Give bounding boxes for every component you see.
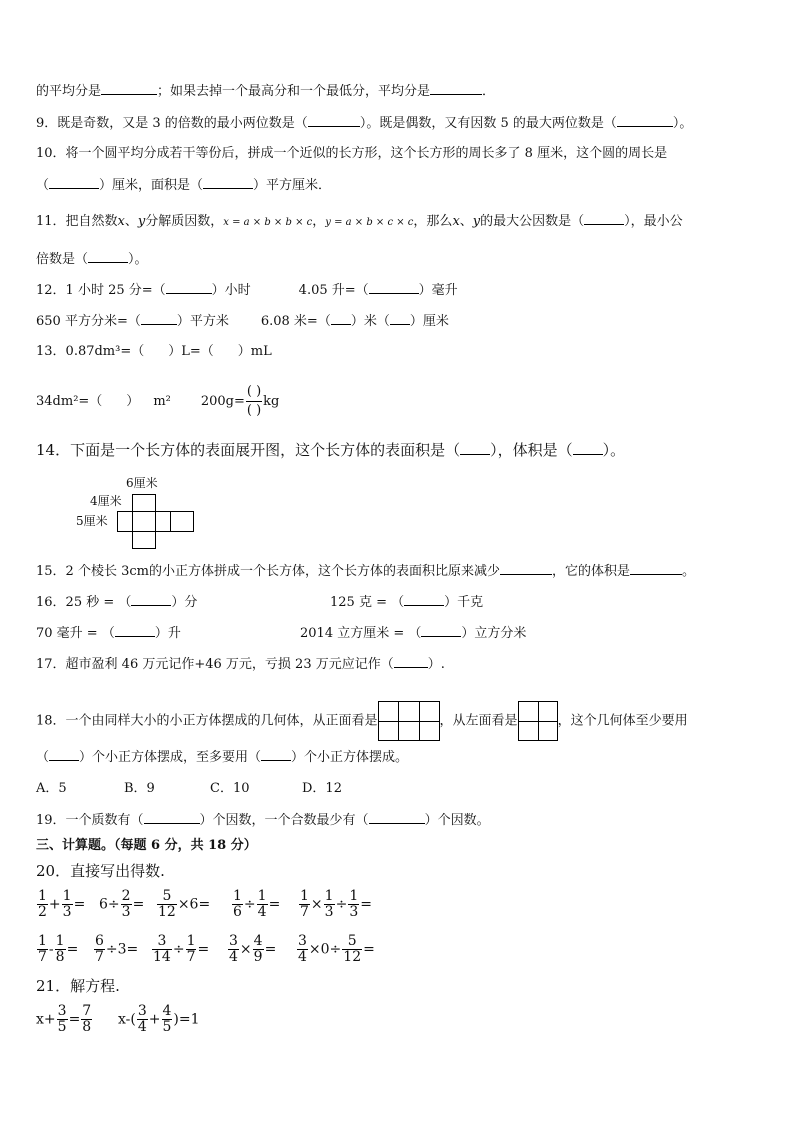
front-view-figure	[378, 701, 440, 741]
answer-blank[interactable]	[460, 442, 490, 455]
text: ，	[312, 214, 326, 229]
fraction-answer[interactable]	[246, 383, 262, 420]
text: 15．2 个棱长 3cm的小正方体拼成一个长方体，这个长方体的表面积比原来减少	[36, 564, 500, 579]
text: m²	[153, 394, 171, 409]
text: kg	[263, 394, 280, 409]
question-20-title: 20．直接写出得数.	[36, 862, 165, 880]
equation-1: x+ $\frac{3}{5}$ = $\frac{7}{8}$	[36, 1003, 92, 1035]
text: 。	[681, 564, 695, 579]
text: 9．既是奇数，又是 3 的倍数的最小两位数是（	[36, 116, 308, 131]
text: 2014 立方厘米 = （	[300, 626, 422, 641]
calc-item: $\frac{5}{12}$ ×6=	[158, 888, 211, 920]
question-11-line1	[36, 212, 683, 232]
answer-blank[interactable]	[101, 82, 157, 95]
question-18-line2	[36, 748, 408, 767]
question-10-line2	[36, 176, 331, 195]
text: 6.08 米=（	[260, 314, 331, 329]
question-13-line2	[36, 382, 279, 422]
text: ）	[126, 394, 140, 409]
question-14	[36, 441, 625, 459]
answer-blank[interactable]	[390, 312, 410, 325]
question-8-tail	[36, 82, 495, 101]
text: ）.	[427, 657, 445, 672]
text: ，从左面看是	[439, 713, 518, 729]
text: 14．下面是一个长方体的表面展开图，这个长方体的表面积是（	[36, 441, 461, 459]
text: ）。	[672, 116, 693, 131]
answer-blank[interactable]	[369, 811, 425, 824]
option-b[interactable]: B．9	[124, 781, 155, 796]
text: 34dm²=（	[36, 394, 103, 409]
text: 17．超市盈利 46 万元记作+46 万元，亏损 23 万元应记作（	[36, 657, 394, 672]
answer-blank[interactable]	[88, 250, 128, 263]
calc-item: $\frac{3}{14}$ ÷ $\frac{1}{7}$ =	[153, 933, 210, 965]
question-21-title: 21．解方程.	[36, 977, 120, 995]
text: 13．0.87dm³=（	[36, 344, 145, 359]
net-face	[155, 511, 171, 532]
text: 16．25 秒 = （	[36, 595, 132, 610]
text: 19．一个质数有（	[36, 813, 144, 828]
formula-x: x = a × b × b × c	[223, 217, 313, 228]
question-17	[36, 655, 445, 674]
text: ）分	[171, 595, 198, 610]
text: 倍数是（	[36, 252, 89, 267]
text: ；如果去掉一个最高分和一个最低分，平均分是	[157, 84, 431, 99]
variable-y: y	[137, 214, 146, 229]
text: ．	[482, 84, 496, 99]
answer-blank[interactable]	[421, 624, 461, 637]
label-4cm: 4厘米	[90, 494, 122, 508]
text: ）个小正方体摆成。	[291, 750, 409, 765]
question-11-line2	[36, 250, 148, 269]
text: 12．1 小时 25 分=（	[36, 283, 166, 298]
calc-item: $\frac{1}{7}$ - $\frac{1}{8}$ =	[38, 933, 79, 965]
text: ）千克	[444, 595, 484, 610]
net-face	[132, 494, 156, 512]
question-16-line1-right	[330, 593, 483, 612]
text: 70 毫升 = （	[36, 626, 115, 641]
calc-item: $\frac{6}{7}$ ÷3=	[95, 933, 139, 965]
text: ，它的体积是	[551, 564, 630, 579]
denominator: ( )	[246, 403, 262, 418]
answer-blank[interactable]	[308, 114, 360, 127]
text: ）。既是偶数，又有因数 5 的最大两位数是（	[359, 116, 617, 131]
text: ）。	[128, 252, 148, 267]
question-18-options	[36, 780, 342, 798]
option-a[interactable]: A．5	[36, 781, 67, 796]
answer-blank[interactable]	[261, 748, 291, 761]
text: ）L=（	[168, 344, 214, 359]
text: ，那么	[413, 214, 453, 229]
text: ）。	[602, 441, 626, 459]
text: 分解质因数，	[145, 214, 224, 229]
left-view-figure	[518, 701, 558, 741]
label-6cm: 6厘米	[126, 476, 158, 490]
answer-blank[interactable]	[49, 176, 99, 189]
answer-blank[interactable]	[144, 811, 200, 824]
question-9	[36, 114, 692, 133]
numerator: ( )	[246, 383, 262, 402]
text: 650 平方分米=（	[36, 314, 141, 329]
variable-y: y	[472, 214, 481, 229]
calc-item: $\frac{1}{2}$ + $\frac{1}{3}$ =	[38, 888, 86, 920]
calc-item: $\frac{3}{4}$ ×0÷ $\frac{5}{12}$ =	[298, 933, 375, 965]
variable-x: x	[452, 214, 460, 229]
answer-blank[interactable]	[617, 114, 673, 127]
answer-blank[interactable]	[141, 312, 177, 325]
answer-blank[interactable]	[49, 748, 79, 761]
question-15	[36, 562, 695, 581]
question-16-line2	[36, 624, 181, 643]
text: 的最大公因数是（	[480, 214, 585, 229]
question-13-line1	[36, 343, 272, 361]
text: ）平方厘米．	[253, 178, 332, 193]
question-19	[36, 811, 490, 830]
question-16-line1	[36, 593, 197, 612]
text: ）个因数。	[424, 813, 490, 828]
text: 11．把自然数	[36, 214, 118, 229]
text: ）毫升	[418, 283, 458, 298]
answer-blank[interactable]	[166, 281, 212, 294]
text: ），最小公	[624, 214, 683, 229]
answer-blank[interactable]	[404, 593, 444, 606]
text: ）厘米，面积是（	[99, 178, 204, 193]
equation-2: x-( $\frac{3}{4}$ + $\frac{4}{5}$ )=1	[118, 1003, 200, 1035]
answer-blank[interactable]	[430, 82, 482, 95]
option-c[interactable]: C．10	[210, 781, 250, 796]
calc-item: $\frac{1}{6}$ ÷ $\frac{1}{4}$ =	[233, 888, 281, 920]
text: 18．一个由同样大小的小正方体摆成的几何体，从正面看是	[36, 713, 378, 729]
answer-blank[interactable]	[394, 655, 428, 668]
option-d[interactable]: D．12	[302, 781, 342, 796]
calc-item: $\frac{1}{7}$ × $\frac{1}{3}$ ÷ $\frac{1}{3}$ =	[300, 888, 372, 920]
text: ）平方米	[176, 314, 229, 329]
answer-blank[interactable]	[630, 562, 682, 575]
text: ）mL	[237, 344, 272, 359]
text: ）个因数，一个合数最少有（	[199, 813, 369, 828]
question-18-line1	[36, 701, 688, 741]
text: ）升	[154, 626, 181, 641]
question-10-line1: 10．将一个圆平均分成若干等份后，拼成一个近似的长方形，这个长方形的周长多了 8 厘米，这个圆的周长是	[36, 146, 668, 161]
cuboid-net-figure	[70, 474, 210, 550]
text: 的平均分是	[36, 84, 102, 99]
answer-blank[interactable]	[203, 176, 253, 189]
net-face	[132, 511, 156, 532]
section-3-heading: 三、计算题。（每题 6 分，共 18 分）	[36, 838, 257, 853]
text: 125 克 = （	[330, 595, 405, 610]
net-face	[132, 531, 156, 549]
question-12-line1	[36, 281, 458, 300]
text: ），体积是（	[490, 441, 573, 459]
answer-blank[interactable]	[331, 312, 351, 325]
text: 、	[124, 214, 138, 229]
answer-blank[interactable]	[584, 212, 624, 225]
answer-blank[interactable]	[573, 442, 603, 455]
text: 、	[459, 214, 473, 229]
variable-x: x	[117, 214, 125, 229]
text: ）个小正方体摆成，至多要用（	[79, 750, 262, 765]
text: 4.05 升=（	[298, 283, 369, 298]
text: 200g=	[200, 394, 245, 409]
formula-y: y = a × b × c × c	[325, 217, 414, 228]
answer-blank[interactable]	[500, 562, 552, 575]
text: （	[36, 750, 50, 765]
answer-blank[interactable]	[131, 593, 171, 606]
answer-blank[interactable]	[115, 624, 155, 637]
text: ，这个几何体至少要用	[557, 713, 688, 729]
text: ）厘米	[409, 314, 449, 329]
question-16-line2-right	[300, 624, 526, 643]
text: ）米（	[350, 314, 390, 329]
label-5cm: 5厘米	[76, 514, 108, 528]
text: ）小时	[211, 283, 251, 298]
text: ）立方分米	[461, 626, 527, 641]
net-face	[170, 511, 194, 532]
answer-blank[interactable]	[369, 281, 419, 294]
question-12-line2	[36, 312, 449, 331]
calc-item: 6÷ $\frac{2}{3}$ =	[99, 888, 145, 920]
calc-item: $\frac{3}{4}$ × $\frac{4}{9}$ =	[229, 933, 277, 965]
net-face	[117, 511, 133, 532]
text: （	[36, 178, 50, 193]
